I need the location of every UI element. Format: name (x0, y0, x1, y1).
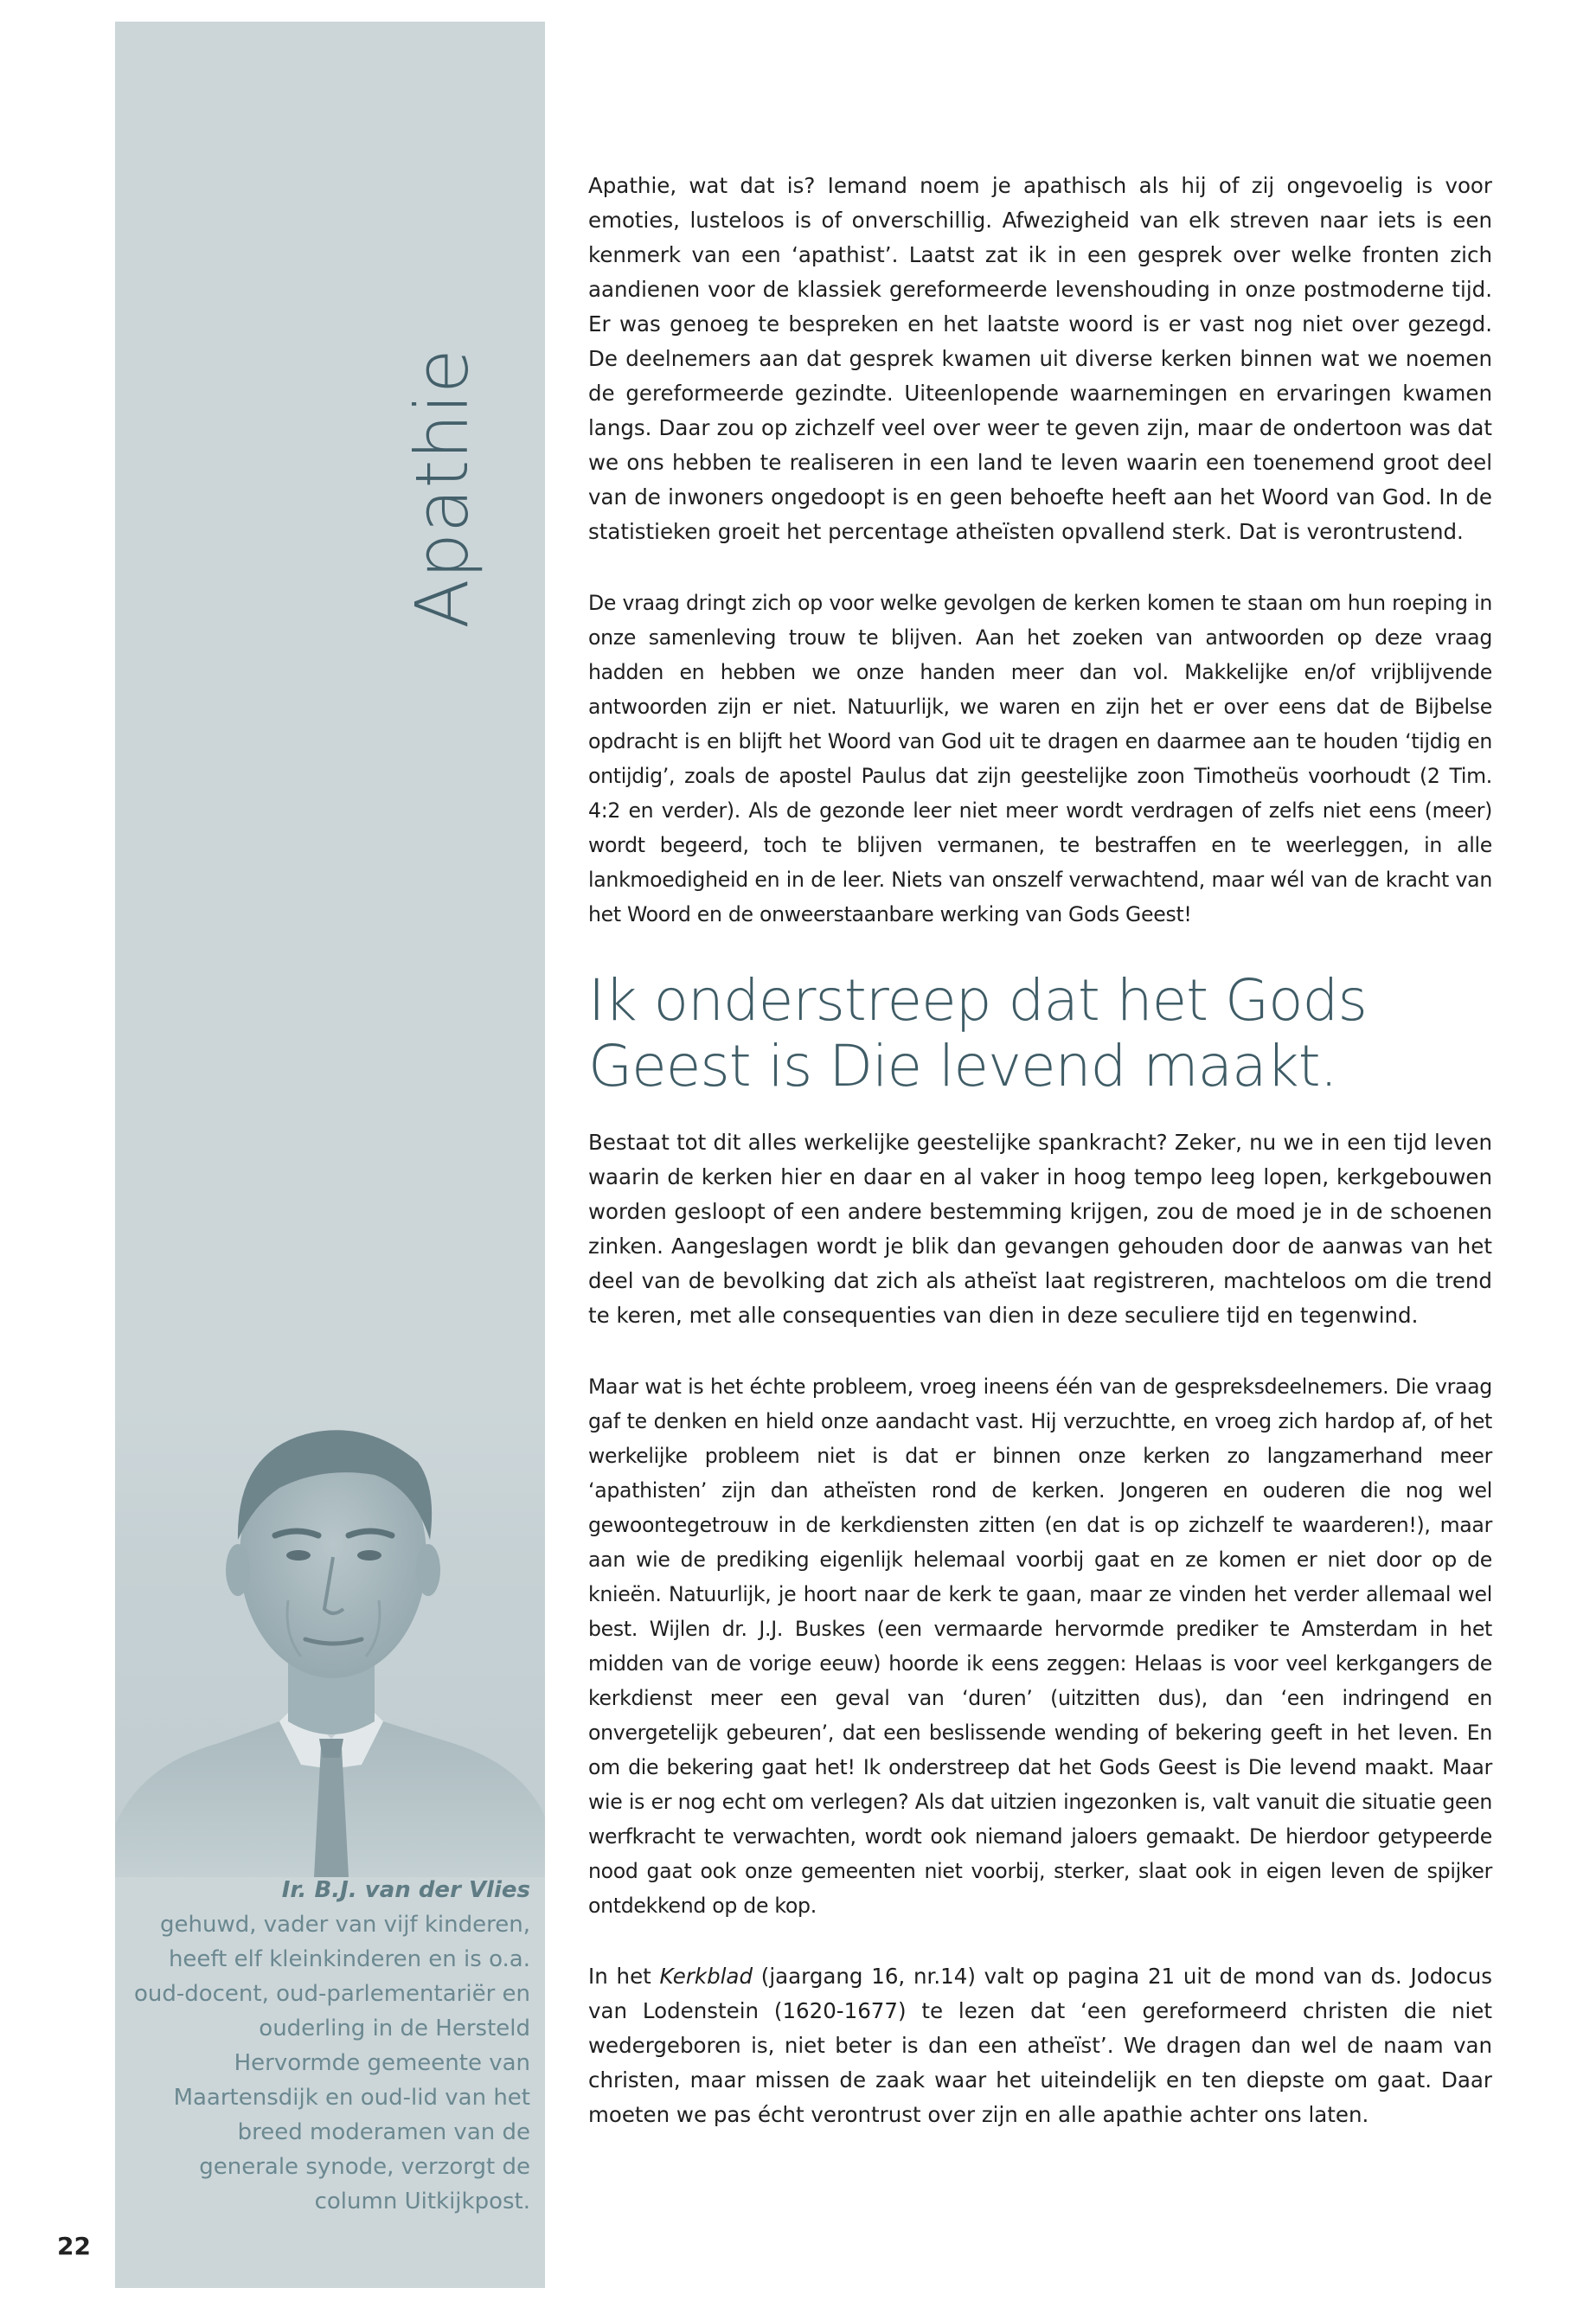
author-name: Ir. B.J. van der Vlies (281, 1877, 530, 1903)
article-paragraph-4: Maar wat is het échte probleem, vroeg ineens één van de gespreksdeelnemers. Die vraag gaf te denken en hield onze aandacht vast. Hij verzuchtte, en vroeg zich hardop af, of het werkelijke probleem niet is dat er binnen onze kerken zo langzamerhand meer ‘apathisten’ zijn dan atheïsten rond de kerken. Jongeren en ouderen die nog wel gewoontegetrouw in de kerkdiensten zitten (en dat is op zichzelf te waarderen!), maar aan wie de prediking eigenlijk helemaal voorbij gaat en ze komen er niet door op de knieën. Natuurlijk, je hoort naar de kerk te gaan, maar ze vinden het verder allemaal wel best. Wijlen dr. J.J. Buskes (een vermaarde hervormde prediker te Amsterdam in het midden van de vorige eeuw) hoorde ik eens zeggen: Helaas is voor veel kerkgangers de kerkdienst meer een geval van ‘duren’ (uitzitten dus), dan ‘een indringend en onvergetelijk gebeuren’, dat een beslissende wending of bekering geeft in het leven. En om die bekering gaat het! Ik onderstreep dat het Gods Geest is Die levend maakt. Maar wie is er nog echt om verlegen? Als dat uitzien ingezonken is, valt vanuit die situatie geen werfkracht te verwachten, wordt ook niemand jaloers gemaakt. De hierdoor getypeerde nood gaat ook onze gemeenten niet voorbij, sterker, slaat ook in eigen leven de spijker ontdekkend op de kop. (588, 1375, 1492, 1918)
sidebar-panel (115, 22, 545, 2288)
author-bio (132, 1873, 530, 2219)
kerkblad-title: Kerkblad (659, 1964, 753, 1989)
column-title: Apathie (400, 349, 484, 629)
article-body (588, 169, 1492, 2169)
author-bio-text: gehuwd, vader van vijf kinderen, heeft elf kleinkinderen en is o.a. oud-docent, oud-parlementariër en ouderling in de Hersteld Hervormde gemeente van Maartensdijk en oud-lid van het breed moderamen van de generale synode, verzorgt de column Uitkijkpost. (133, 1912, 530, 2214)
article-paragraph-2: De vraag dringt zich op voor welke gevolgen de kerken komen te staan om hun roeping in onze samenleving trouw te blijven. Aan het zoeken van antwoorden op deze vraag hadden en hebben we onze handen meer dan vol. Makkelijke en/of vrijblijvende antwoorden zijn er niet. Natuurlijk, we waren en zijn het er over eens dat de Bijbelse opdracht is en blijft het Woord van God uit te dragen en daarmee aan te houden ‘tijdig en ontijdig’, zoals de apostel Paulus dat zijn geestelijke zoon Timotheüs voorhoudt (2 Tim. 4:2 en verder). Als de gezonde leer niet meer wordt verdragen of zelfs niet eens (meer) wordt begeerd, toch te blijven vermanen, te bestraffen en te weerleggen, in alle lankmoedigheid en in de leer. Niets van onszelf verwachtend, maar wél van de kracht van het Woord en de onweerstaanbare werking van Gods Geest! (588, 591, 1492, 926)
article-paragraph-1: Apathie, wat dat is? Iemand noem je apathisch als hij of zij ongevoelig is voor emoties, lusteloos is of onverschillig. Afwezigheid van elk streven naar iets is een kenmerk van een ‘apathist’. Laatst zat ik in een gesprek over welke fronten zich aandienen voor de klassiek gereformeerde levenshouding in onze postmoderne tijd. Er was genoeg te bespreken en het laatste woord is er vast nog niet over gezegd. De deelnemers aan dat gesprek kwamen uit diverse kerken binnen wat we noemen de gereformeerde gezindte. Uiteenlopende waarnemingen en ervaringen kwamen langs. Daar zou op zichzelf veel over weer te geven zijn, maar de ondertoon was dat we ons hebben te realiseren in een land te leven waarin een toenemend groot deel van de inwoners ongedoopt is en geen behoefte heeft aan het Woord van God. In de statistieken groeit het percentage atheïsten opvallend sterk. Dat is verontrustend. (588, 173, 1492, 544)
p5-before: In het (588, 1964, 660, 1989)
author-portrait (115, 1358, 545, 1877)
p5-after: (jaargang 16, nr.14) valt op pagina 21 uit de mond van ds. Jodocus van Lodenstein (1620-1677) te lezen dat ‘een gereformeerd christen die niet wedergeboren is, niet beter is dan een atheïst’. We dragen dan wel de naam van christen, maar missen de zaak waar het uiteindelijk en ten diepste om gaat. Daar moeten we pas écht verontrust over zijn en alle apathie achter ons laten. (588, 1964, 1493, 2127)
article-paragraph-3: Bestaat tot dit alles werkelijke geestelijke spankracht? Zeker, nu we in een tijd leven waarin de kerken hier en daar en al vaker in hoog tempo leeg lopen, kerkgebouwen worden gesloopt of een andere bestemming krijgen, zou de moed je in de schoenen zinken. Aangeslagen wordt je blik dan gevangen gehouden door de aanwas van het deel van de bevolking dat zich als atheïst laat registreren, machteloos om die trend te keren, met alle consequenties van dien in deze seculiere tijd en tegenwind. (588, 1130, 1492, 1328)
pull-quote: Ik onderstreep dat het Gods Geest is Die levend maakt. (588, 967, 1367, 1099)
article-paragraph-5 (588, 1959, 1492, 2132)
page-number: 22 (57, 2232, 91, 2260)
